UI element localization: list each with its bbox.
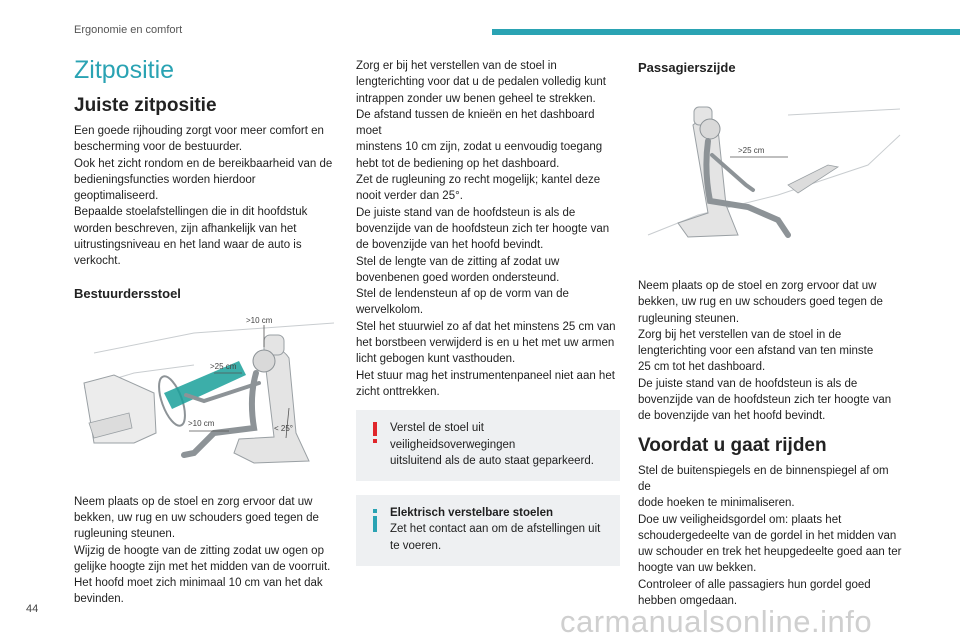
adjustment-paragraph: Zorg er bij het verstellen van de stoel in lengterichting voor dat u de pedalen volledig kunt intrappen zonder uw benen geheel te strekken. De afstand tussen de knieën en het dashboard moet minstens 10 cm zijn, zodat u eenvoudig toegang hebt tot de bediening op het dashboard. Zet de rugleuning zo recht mogelijk; kantel deze nooit verder dan 25°. De juiste stand van de hoofdsteun is als de bovenzijde van de hoofdsteun zich ter hoogte van de bovenzijde van het hoofd bevindt. Stel de lengte van de zitting af zodat uw bovenbenen goed worden ondersteund. Stel de lendensteun af op de vorm van de wervelkolom. Stel het stuurwiel zo af dat het minstens 25 cm van het borstbeen verwijderd is en u het met uw armen licht gebogen kunt vasthouden. Het stuur mag het instrumentenpaneel niet aan het zicht onttrekken. [356,60,616,398]
header-accent-bar [492,29,960,35]
info-notice: Elektrisch verstelbare stoelen Zet het contact aan om de afstellingen uit te voeren. [356,495,620,566]
heading-voordat-u-gaat-rijden: Voordat u gaat rijden [638,434,827,456]
head-distance-label: >10 cm [246,315,273,325]
driver-seat-illustration [74,313,338,479]
intro-paragraph: Een goede rijhouding zorgt voor meer comfort en bescherming voor de bestuurder. Ook het zicht rondom en de bereikbaarheid van de bedieningsfuncties worden hierdoor geoptimaliseerd. Bepaalde stoelafstellingen die in dit hoofdstuk worden beschreven, zijn afhankelijk van het uitrustingsniveau en het land waar de auto is verkocht. [74,125,333,268]
chapter-title: Zitpositie [74,56,175,84]
info-icon [370,505,384,554]
warning-exclamation-icon [370,420,384,469]
passenger-paragraph: Neem plaats op de stoel en zorg ervoor dat uw bekken, uw rug en uw schouders goed tegen de rugleuning steunen. Zorg bij het verstellen van de stoel in de lengterichting voor een afstand van ten minste 25 cm tot het dashboard. De juiste stand van de hoofdsteun is als de bovenzijde van de hoofdsteun zich ter hoogte van de bovenzijde van het hoofd bevindt. [638,280,892,423]
passenger-distance-label: >25 cm [738,146,765,155]
watermark: carmanualsonline.info [560,604,873,639]
column-right [638,56,902,609]
knee-distance-label: >10 cm [188,418,215,428]
wheel-distance-label: >25 cm [210,361,237,371]
subheading-passagierszijde: Passagierszijde [638,60,736,75]
driver-seat-paragraph: Neem plaats op de stoel en zorg ervoor dat uw bekken, uw rug en uw schouders goed tegen de rugleuning steunen. Wijzig de hoogte van de zitting zodat uw ogen op gelijke hoogte zijn met het midden van de voorruit. Het hoofd moet zich minimaal 10 cm van het dak bevinden. [74,495,331,606]
column-middle [356,58,620,566]
heading-juiste-zitpositie: Juiste zitpositie [74,95,217,116]
page-number: 44 [26,603,39,615]
section-header: Ergonomie en comfort [74,24,183,36]
backrest-angle-label: < 25° [274,423,293,433]
warning-notice: Verstel de stoel uit veiligheidsoverwegingen uitsluitend als de auto staat geparkeerd. [356,410,620,481]
subheading-bestuurdersstoel: Bestuurdersstoel [74,285,181,301]
passenger-seat-illustration [638,95,902,255]
column-left [74,56,342,608]
before-driving-paragraph: Stel de buitenspiegels en de binnenspiegel af om de dode hoeken te minimaliseren. Doe uw veiligheidsgordel om: plaats het schoudergedeelte van de gordel in het midden van uw schouder en trek het heupgedeelte goed aan ter hoogte van uw bekken. Controleer of alle passagiers hun gordel goed hebben omgedaan. [638,464,902,608]
info-title: Elektrisch verstelbare stoelen [390,507,553,520]
